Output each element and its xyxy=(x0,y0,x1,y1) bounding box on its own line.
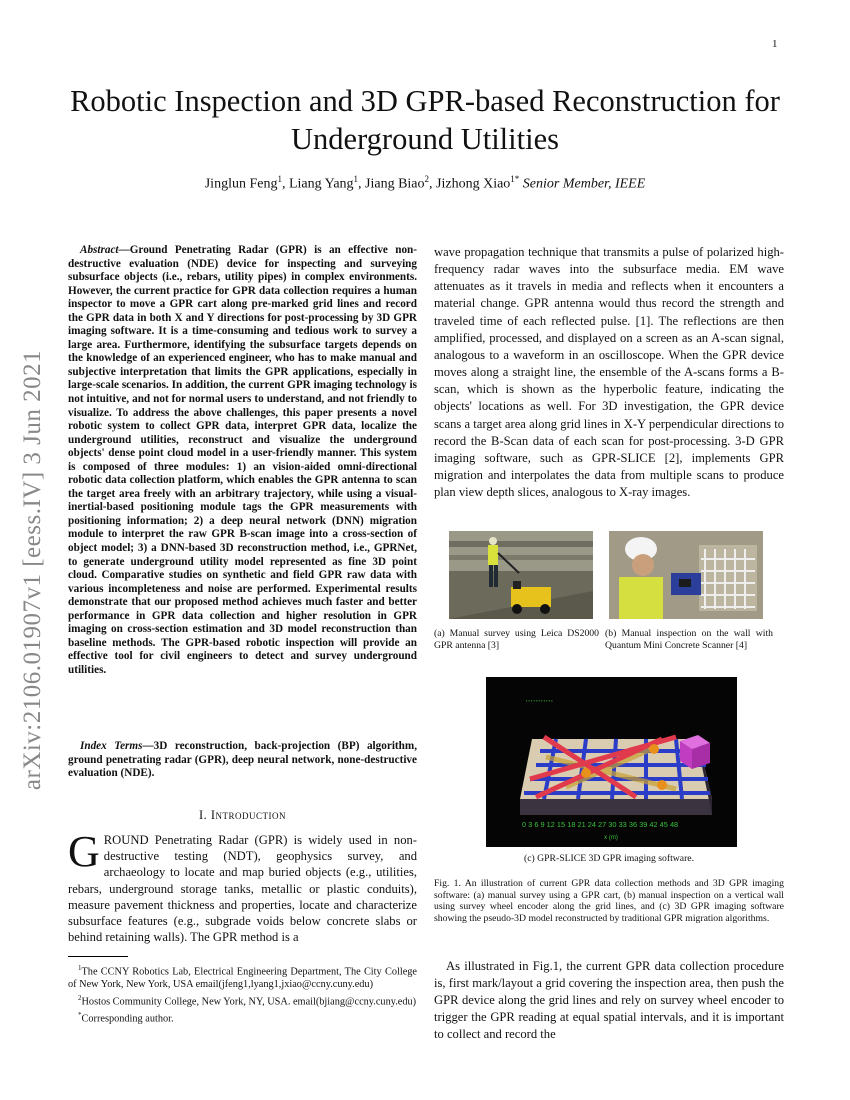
figure-1-caption: Fig. 1. An illustration of current GPR data collection methods and 3D GPR imaging software: (a) manual survey using a GPR cart, (b) manual inspection on a vertical wall using survey wheel encoder along the grid lines, and (c) 3D GPR imaging software showing the pseudo-3D model reconstructed by traditional GPR migration algorithms. xyxy=(434,878,784,925)
footnote-2: $^2$Hostos Community College, New York, NY, USA. email(bjiang@ccny.cuny.edu) xyxy=(78,993,417,1008)
figure-1c-gpr-slice xyxy=(486,677,737,847)
index-terms-label: Index Terms xyxy=(80,740,143,752)
intro-paragraph xyxy=(68,827,417,945)
figure-1c-caption: (c) GPR-SLICE 3D GPR imaging software. xyxy=(523,853,695,864)
footnote-rule xyxy=(68,956,128,957)
figure-1a-caption: (a) Manual survey using Leica DS2000 GPR antenna [3] xyxy=(434,628,599,651)
footnote-1: $^1$The CCNY Robotics Lab, Electrical Engineering Department, The City College of New York, New York, USA email(jfeng1,lyang1,jxiao@ccny.cuny.edu) xyxy=(68,964,417,991)
footnote-3: *Corresponding author. xyxy=(78,1010,174,1025)
abstract-text: —Ground Penetrating Radar (GPR) is an effective non-destructive evaluation (NDE) device for inspecting and surveying subsurface objects (i.e., rebars, utility pipes) in complex environments. However, the current practice for GPR data collection requires a human inspector to move a GPR cart along pre-marked grid lines and record the GPR data in both X and Y directions for post-processing by 3D GPR imaging software. It is a time-consuming and tedious work to survey a large area. Furthermore, identifying the subsurface targets depends on the knowledge of an experienced engineer, who has to make manual and subjective interpretation that limits the GPR applications, especially in large-scale scenarios. In addition, the current GPR imaging technology is not intuitive, and not for normal users to understand, and not friendly to visualize. To address the above challenges, this paper presents a novel robotic system to collect GPR data, interpret GPR data, localize the underground utilities, reconstruct and visualize the underground objects' dense point cloud model in a user-friendly manner. This system is composed of three modules: 1) an vision-aided omni-directional robotic data collection platform, which enables the GPR antenna to scan the target area freely with an arbitrary trajectory, while using a visual-inertial-based positioning module tags the GPR measurements with positioning information; 2) a deep neural network (DNN) migration module to interpret the raw GPR B-scan image into a cross-section of object model; 3) a DNN-based 3D reconstruction method, i.e., GPRNet, to generate underground utility model represented as fine 3D point cloud. Comparative studies on synthetic and field GPR raw data with various incompleteness and noise are performed. Experimental results demonstrate that our proposed method achieves much faster and better performance in GPR data collection and higher resolution in GPR imaging on cross-section estimation and 3D model reconstruction than baseline methods. The GPR-based robotic inspection will provide an effective tool for civil engineers to detect and survey underground utilities. xyxy=(68,244,417,676)
abstract xyxy=(68,244,417,678)
author-name: Jinglun Feng xyxy=(204,176,278,192)
ieee-membership: Senior Member, IEEE xyxy=(522,176,646,192)
index-terms xyxy=(68,740,417,781)
footnotes xyxy=(68,962,417,1026)
index-terms-text: —3D reconstruction, back-projection (BP) algorithm, ground penetrating radar (GPR), deep neural network, none-destructive evaluation (NDE). xyxy=(68,740,417,780)
arxiv-identifier[interactable]: arXiv:2106.01907v1 [eess.IV] 3 Jun 2021 xyxy=(19,349,46,791)
paper-title: Robotic Inspection and 3D GPR-based Reconstruction for Underground Utilities xyxy=(70,84,780,156)
author-name: Liang Yang xyxy=(288,176,354,192)
author-name: Jiang Biao xyxy=(365,176,425,192)
intro-continuation: wave propagation technique that transmits a pulse of polarized high-frequency radar waves into the subsurface media. EM wave attenuates as it travels in media and reflects when it encounters a material change. GPR antenna would thus record the strength and traveled time of each reflected pulse. [1]. The reflections are then amplified, processed, and displayed on a screen as an A-scan signal, analogous to a waveform in an oscilloscope. When the GPR device moves along a straight line, the ensemble of the A-scans forms a B-scan, which is shown as the hyperbolic feature, indicating the objects' locations as well. For 3D investigation, the GPR device scans a target area along grid lines in X-Y perpendicular directions to record the B-Scan data of each scan for post-processing. 3-D GPR imaging software, such as GPR-SLICE [2], implements GPR migration and interpolates the data from multiple scans to produce plan view depth slices, analogous to X-ray images. xyxy=(434,245,784,500)
x-axis-ticks: 0 3 6 9 12 15 18 21 24 27 30 33 36 39 42 45 48 xyxy=(522,820,679,829)
figure-1b-photo xyxy=(609,531,763,619)
section-heading: I. Introduction xyxy=(199,808,286,822)
abstract-label: Abstract xyxy=(80,244,119,256)
intro-text: ROUND Penetrating Radar (GPR) is widely used in non-destructive testing (NDT), geophysics survey, and archaeology to locate and map buried objects (e.g., utilities, rebars, underground storage tanks, metallic or plastic conduits), measure pavement thickness and properties, locate and characterize subsurface features (e.g., subgrade voids below concrete slabs or behind retaining walls). The GPR method is a xyxy=(68,833,417,945)
author-name: Jizhong Xiao xyxy=(436,176,511,192)
page-number: 1 xyxy=(772,38,778,50)
x-axis-label: x (m) xyxy=(604,835,618,841)
author-list: Jinglun Feng$^1$, Liang Yang$^1$, Jiang Biao$^2$, Jizhong Xiao$^{1*}$ Senior Member, IEEE xyxy=(204,174,646,192)
body-paragraph: As illustrated in Fig.1, the current GPR data collection procedure is, first mark/layout a grid covering the inspection area, then push the GPR device along the grid lines and rely on survey wheel encoder to trigger the GPR reading at equal spatial intervals, and it is important to collect and record the xyxy=(434,959,784,1042)
drop-cap: G xyxy=(68,827,100,876)
arxiv-sidebar xyxy=(10,320,56,820)
figure-1a-photo xyxy=(449,531,593,619)
software-header-text: ▪ ▪ ▪ ▪ ▪ ▪ ▪ ▪ ▪ ▪ ▪ xyxy=(526,698,553,703)
figure-1b-caption: (b) Manual inspection on the wall with Quantum Mini Concrete Scanner [4] xyxy=(605,628,773,651)
